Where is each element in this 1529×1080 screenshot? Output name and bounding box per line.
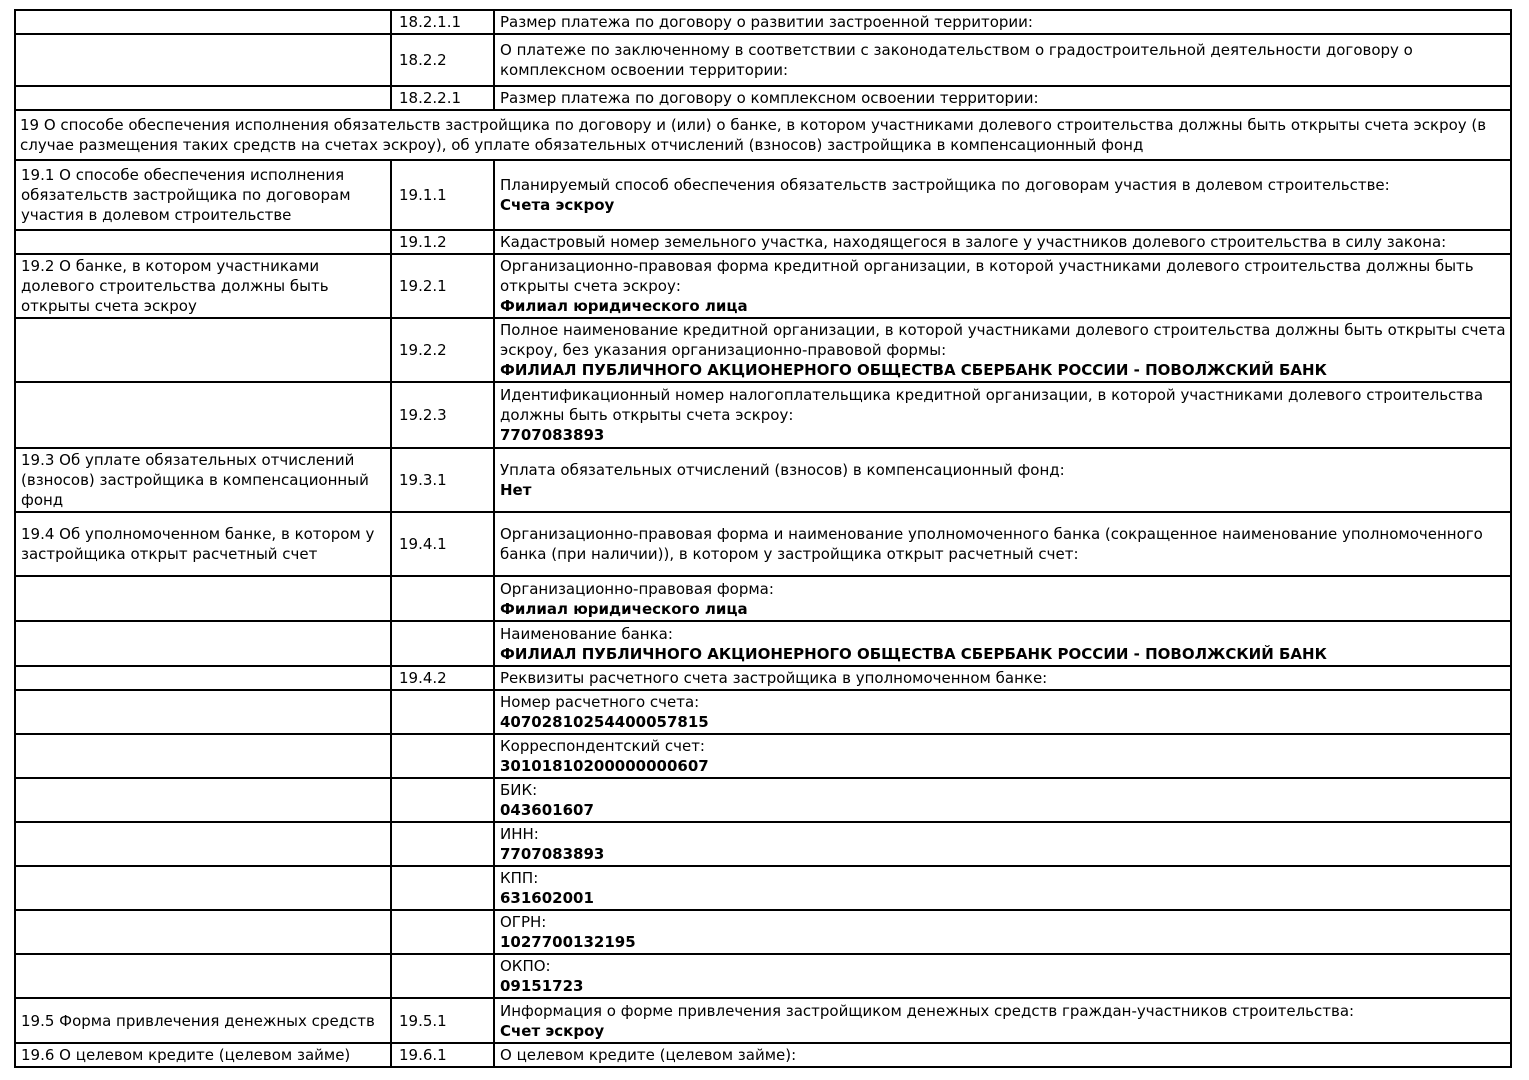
table-row: [15, 998, 1511, 1043]
table-row: [15, 690, 1511, 734]
row-description-cell: [15, 910, 391, 954]
row-number-cell: 19.4.1: [391, 512, 494, 576]
row-content-cell: [494, 512, 1511, 576]
content-label: Размер платежа по договору о комплексном освоении территории:: [500, 89, 1039, 107]
row-description-cell: 19.6 О целевом кредите (целевом займе): [15, 1043, 391, 1067]
content-label: О платеже по заключенному в соответствии с законодательством о градостроительной деятельности договору о комплексном освоении территории:: [500, 41, 1413, 79]
content-label: Полное наименование кредитной организации, в которой участниками долевого строительства должны быть открыты счета эскроу, без указания организационно-правовой формы:: [500, 321, 1506, 359]
table-row: [15, 910, 1511, 954]
row-content-cell: [494, 1043, 1511, 1067]
row-content-cell: [494, 382, 1511, 448]
content-label: Реквизиты расчетного счета застройщика в уполномоченном банке:: [500, 669, 1048, 687]
row-content-cell: [494, 160, 1511, 230]
row-description-cell: 19.3 Об уплате обязательных отчислений (взносов) застройщика в компенсационный фонд: [15, 448, 391, 512]
content-label: Уплата обязательных отчислений (взносов) в компенсационный фонд:: [500, 461, 1065, 479]
row-content-cell: [494, 448, 1511, 512]
table-row: [15, 160, 1511, 230]
row-content-cell: [494, 778, 1511, 822]
row-description-cell: [15, 318, 391, 382]
content-label: ОКПО:: [500, 957, 551, 975]
row-number-cell: 19.6.1: [391, 1043, 494, 1067]
content-value: ФИЛИАЛ ПУБЛИЧНОГО АКЦИОНЕРНОГО ОБЩЕСТВА СБЕРБАНК РОССИИ - ПОВОЛЖСКИЙ БАНК: [500, 644, 1327, 663]
table-row: [15, 778, 1511, 822]
table-row: [15, 230, 1511, 254]
content-label: О целевом кредите (целевом займе):: [500, 1046, 797, 1064]
table-row: [15, 318, 1511, 382]
row-description-cell: [15, 230, 391, 254]
content-label: Кадастровый номер земельного участка, находящегося в залоге у участников долевого строительства в силу закона:: [500, 233, 1447, 251]
table-row: [15, 34, 1511, 86]
content-value: 09151723: [500, 977, 584, 995]
table-row: [15, 734, 1511, 778]
row-number-cell: 19.2.2: [391, 318, 494, 382]
row-description-cell: [15, 866, 391, 910]
row-number-cell: [391, 621, 494, 666]
table-row: [15, 866, 1511, 910]
content-label: Идентификационный номер налогоплательщика кредитной организации, в которой участниками долевого строительства должны быть открыты счета эскроу:: [500, 386, 1484, 424]
row-description-cell: 19.2 О банке, в котором участниками долевого строительства должны быть открыты счета эскроу: [15, 254, 391, 318]
section-header-row: [15, 110, 1511, 160]
row-number-cell: 19.3.1: [391, 448, 494, 512]
row-content-cell: [494, 666, 1511, 690]
row-description-cell: [15, 382, 391, 448]
row-content-cell: [494, 910, 1511, 954]
content-label: Планируемый способ обеспечения обязательств застройщика по договорам участия в долевом строительстве:: [500, 176, 1390, 194]
content-value: 043601607: [500, 801, 594, 819]
table-row: [15, 512, 1511, 576]
content-label: КПП:: [500, 869, 539, 887]
row-number-cell: 19.2.1: [391, 254, 494, 318]
table-row: [15, 382, 1511, 448]
row-number-cell: 18.2.2: [391, 34, 494, 86]
row-content-cell: [494, 866, 1511, 910]
content-value: 1027700132195: [500, 933, 636, 951]
content-value: ФИЛИАЛ ПУБЛИЧНОГО АКЦИОНЕРНОГО ОБЩЕСТВА СБЕРБАНК РОССИИ - ПОВОЛЖСКИЙ БАНК: [500, 361, 1327, 379]
row-description-cell: 19.1 О способе обеспечения исполнения обязательств застройщика по договорам участия в долевом строительстве: [15, 160, 391, 230]
section-header-cell: 19 О способе обеспечения исполнения обязательств застройщика по договору и (или) о банке, в котором участниками долевого строительства должны быть открыты счета эскроу (в случае размещения таких средств на счетах эскроу), об уплате обязательных отчислений (взносов) застройщика в компенсационный фонд: [15, 110, 1511, 160]
content-value: 7707083893: [500, 426, 605, 444]
row-number-cell: 19.1.2: [391, 230, 494, 254]
row-number-cell: 18.2.2.1: [391, 86, 494, 110]
content-label: ИНН:: [500, 825, 539, 843]
row-number-cell: [391, 954, 494, 998]
row-number-cell: [391, 734, 494, 778]
row-content-cell: [494, 690, 1511, 734]
row-number-cell: [391, 690, 494, 734]
row-description-cell: [15, 734, 391, 778]
row-description-cell: 19.5 Форма привлечения денежных средств: [15, 998, 391, 1043]
row-description-cell: [15, 666, 391, 690]
row-number-cell: [391, 866, 494, 910]
row-content-cell: [494, 254, 1511, 318]
declaration-table: [14, 9, 1512, 1068]
row-number-cell: 19.4.2: [391, 666, 494, 690]
row-number-cell: 18.2.1.1: [391, 10, 494, 34]
row-content-cell: [494, 318, 1511, 382]
content-value: 30101810200000000607: [500, 757, 709, 775]
content-label: Корреспондентский счет:: [500, 737, 705, 755]
row-description-cell: [15, 34, 391, 86]
row-description-cell: [15, 954, 391, 998]
content-value: Филиал юридического лица: [500, 297, 748, 315]
content-value: 631602001: [500, 889, 594, 907]
row-number-cell: 19.1.1: [391, 160, 494, 230]
row-description-cell: [15, 690, 391, 734]
row-content-cell: [494, 822, 1511, 866]
row-content-cell: [494, 998, 1511, 1043]
table-row: [15, 448, 1511, 512]
row-content-cell: [494, 621, 1511, 666]
table-row: [15, 666, 1511, 690]
row-number-cell: 19.2.3: [391, 382, 494, 448]
table-row: [15, 254, 1511, 318]
row-content-cell: [494, 86, 1511, 110]
row-description-cell: [15, 778, 391, 822]
table-row: [15, 954, 1511, 998]
row-number-cell: [391, 910, 494, 954]
content-value: Счет эскроу: [500, 1021, 605, 1040]
content-label: Наименование банка:: [500, 624, 673, 643]
table-row: [15, 822, 1511, 866]
content-value: 40702810254400057815: [500, 713, 709, 731]
row-description-cell: 19.4 Об уполномоченном банке, в котором у застройщика открыт расчетный счет: [15, 512, 391, 576]
row-number-cell: [391, 822, 494, 866]
row-number-cell: [391, 778, 494, 822]
declaration-table-body: [15, 10, 1511, 1067]
content-label: БИК:: [500, 781, 538, 799]
table-row: [15, 1043, 1511, 1067]
content-label: Номер расчетного счета:: [500, 693, 700, 711]
row-content-cell: [494, 34, 1511, 86]
table-row: [15, 621, 1511, 666]
content-label: Размер платежа по договору о развитии застроенной территории:: [500, 13, 1033, 31]
content-label: ОГРН:: [500, 913, 547, 931]
row-content-cell: [494, 734, 1511, 778]
row-content-cell: [494, 954, 1511, 998]
table-row: [15, 10, 1511, 34]
row-number-cell: 19.5.1: [391, 998, 494, 1043]
content-label: Организационно-правовая форма кредитной организации, в которой участниками долевого строительства должны быть открыты счета эскроу:: [500, 257, 1474, 295]
content-value: Нет: [500, 481, 532, 499]
row-description-cell: [15, 822, 391, 866]
content-value: Филиал юридического лица: [500, 599, 748, 618]
table-row: [15, 86, 1511, 110]
row-number-cell: [391, 576, 494, 621]
content-label: Информация о форме привлечения застройщиком денежных средств граждан-участников строительства:: [500, 1001, 1355, 1020]
row-content-cell: [494, 576, 1511, 621]
content-label: Организационно-правовая форма:: [500, 579, 774, 598]
row-content-cell: [494, 230, 1511, 254]
row-description-cell: [15, 86, 391, 110]
content-value: 7707083893: [500, 845, 605, 863]
content-label: Организационно-правовая форма и наименование уполномоченного банка (сокращенное наименование уполномоченного банка (при наличии)), в котором у застройщика открыт расчетный счет:: [500, 525, 1483, 563]
row-description-cell: [15, 576, 391, 621]
row-content-cell: [494, 10, 1511, 34]
row-description-cell: [15, 621, 391, 666]
table-row: [15, 576, 1511, 621]
row-description-cell: [15, 10, 391, 34]
content-value: Счета эскроу: [500, 196, 615, 214]
